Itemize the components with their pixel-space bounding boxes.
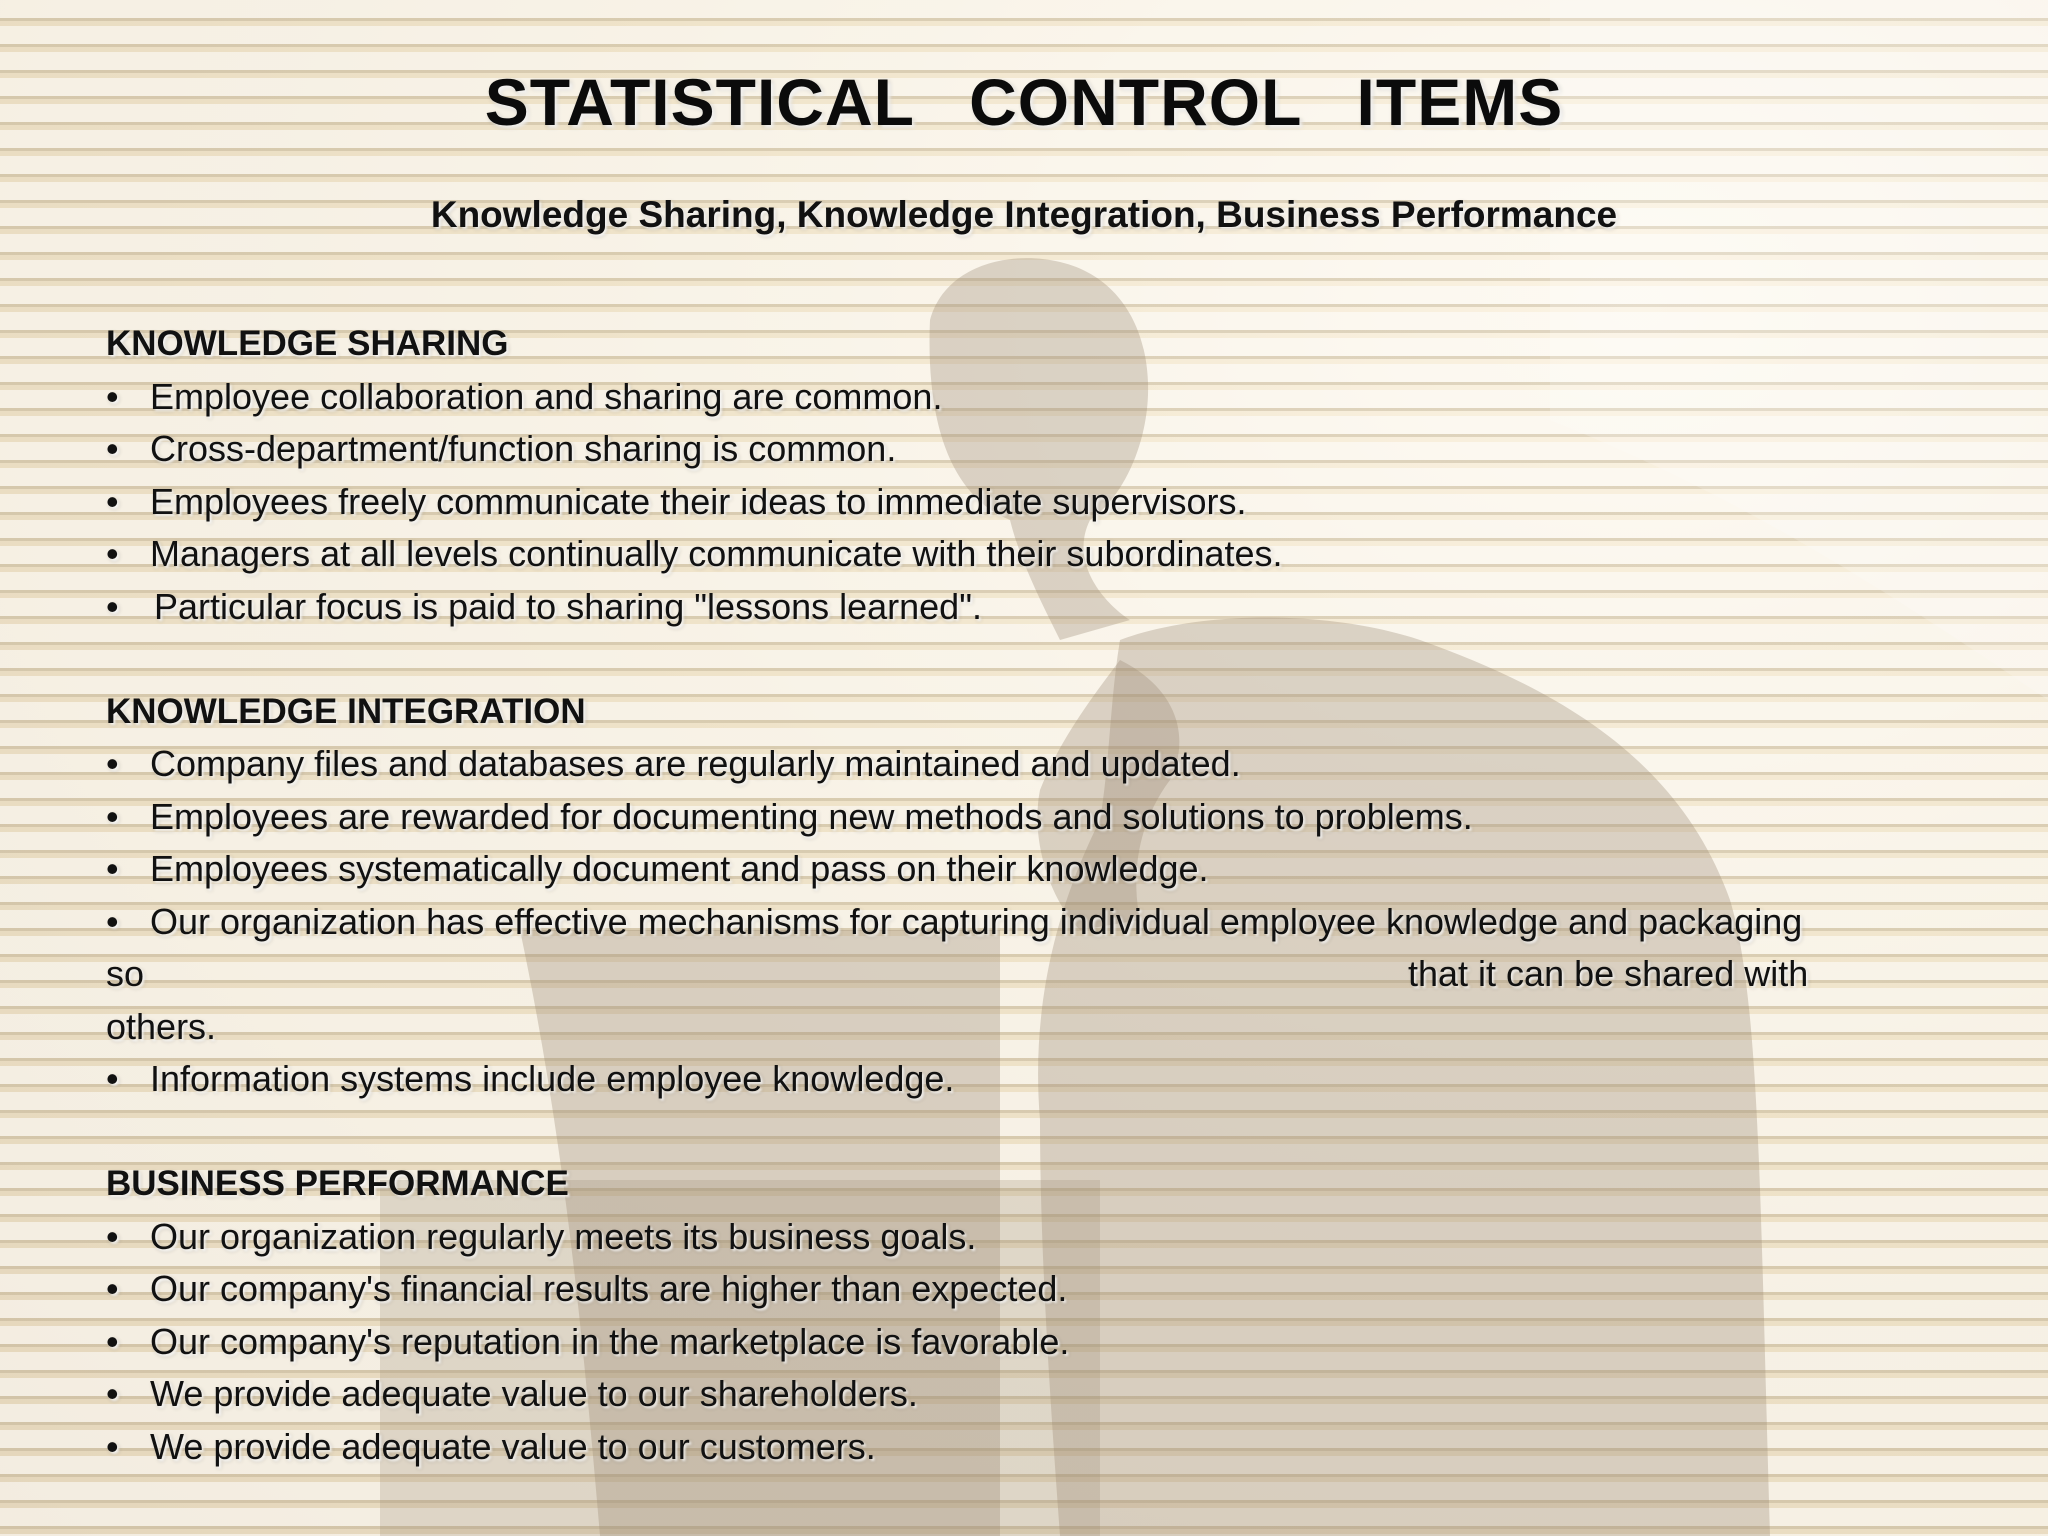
list-item: • Managers at all levels continually communicate with their subordinates. (106, 528, 1996, 581)
list-item: • Our company's financial results are higher than expected. (106, 1263, 1996, 1316)
bullet: • (106, 1320, 119, 1362)
bullet: • (106, 585, 119, 627)
bullet: • (106, 900, 119, 942)
section-heading-business-performance: BUSINESS PERFORMANCE (106, 1164, 569, 1203)
slide-content (106, 318, 1996, 1473)
list-item: • Employees freely communicate their ideas to immediate supervisors. (106, 476, 1996, 529)
list-item: • Information systems include employee knowledge. (106, 1053, 1996, 1106)
list-item: • Our organization regularly meets its business goals. (106, 1211, 1996, 1264)
list-item: • Company files and databases are regularly maintained and updated. (106, 738, 1996, 791)
continuation-text: that it can be shared with (1408, 953, 1809, 994)
list-item: • Cross-department/function sharing is common. (106, 423, 1996, 476)
bullet: • (106, 1058, 119, 1099)
slide-title: STATISTICAL CONTROL ITEMS (484, 65, 1564, 139)
list-item-continuation (106, 948, 1996, 1001)
spacer (106, 633, 1996, 686)
bullet: • (106, 1215, 119, 1257)
bullet: • (106, 743, 119, 784)
list-item: • We provide adequate value to our customers. (106, 1421, 1996, 1474)
bullet: • (106, 848, 119, 889)
slide-subtitle: Knowledge Sharing, Knowledge Integration, Business Performance (430, 194, 1618, 235)
bullet: • (106, 1425, 119, 1467)
bullet: • (106, 1373, 119, 1414)
section-heading-knowledge-integration: KNOWLEDGE INTEGRATION (106, 691, 586, 731)
bullet: • (106, 533, 119, 574)
bullet: • (106, 1268, 119, 1309)
continuation-text: so (106, 953, 145, 994)
list-item: • Employees are rewarded for documenting new methods and solutions to problems. (106, 791, 1996, 844)
spacer (106, 1106, 1996, 1159)
list-item: • Our organization has effective mechanisms for capturing individual employee knowledge and packaging (106, 896, 1996, 949)
list-item-continuation: others. (106, 1005, 217, 1047)
bullet: • (106, 480, 119, 522)
bullet: • (106, 375, 119, 417)
list-item: • Employees systematically document and pass on their knowledge. (106, 843, 1996, 896)
bullet: • (106, 428, 119, 469)
list-item: • Our company's reputation in the marketplace is favorable. (106, 1316, 1996, 1369)
bullet: • (106, 795, 119, 837)
list-item: • Particular focus is paid to sharing "lessons learned". (106, 581, 1996, 634)
list-item: • Employee collaboration and sharing are common. (106, 371, 1996, 424)
section-heading-knowledge-sharing: KNOWLEDGE SHARING (106, 324, 509, 363)
list-item: • We provide adequate value to our shareholders. (106, 1368, 1996, 1421)
